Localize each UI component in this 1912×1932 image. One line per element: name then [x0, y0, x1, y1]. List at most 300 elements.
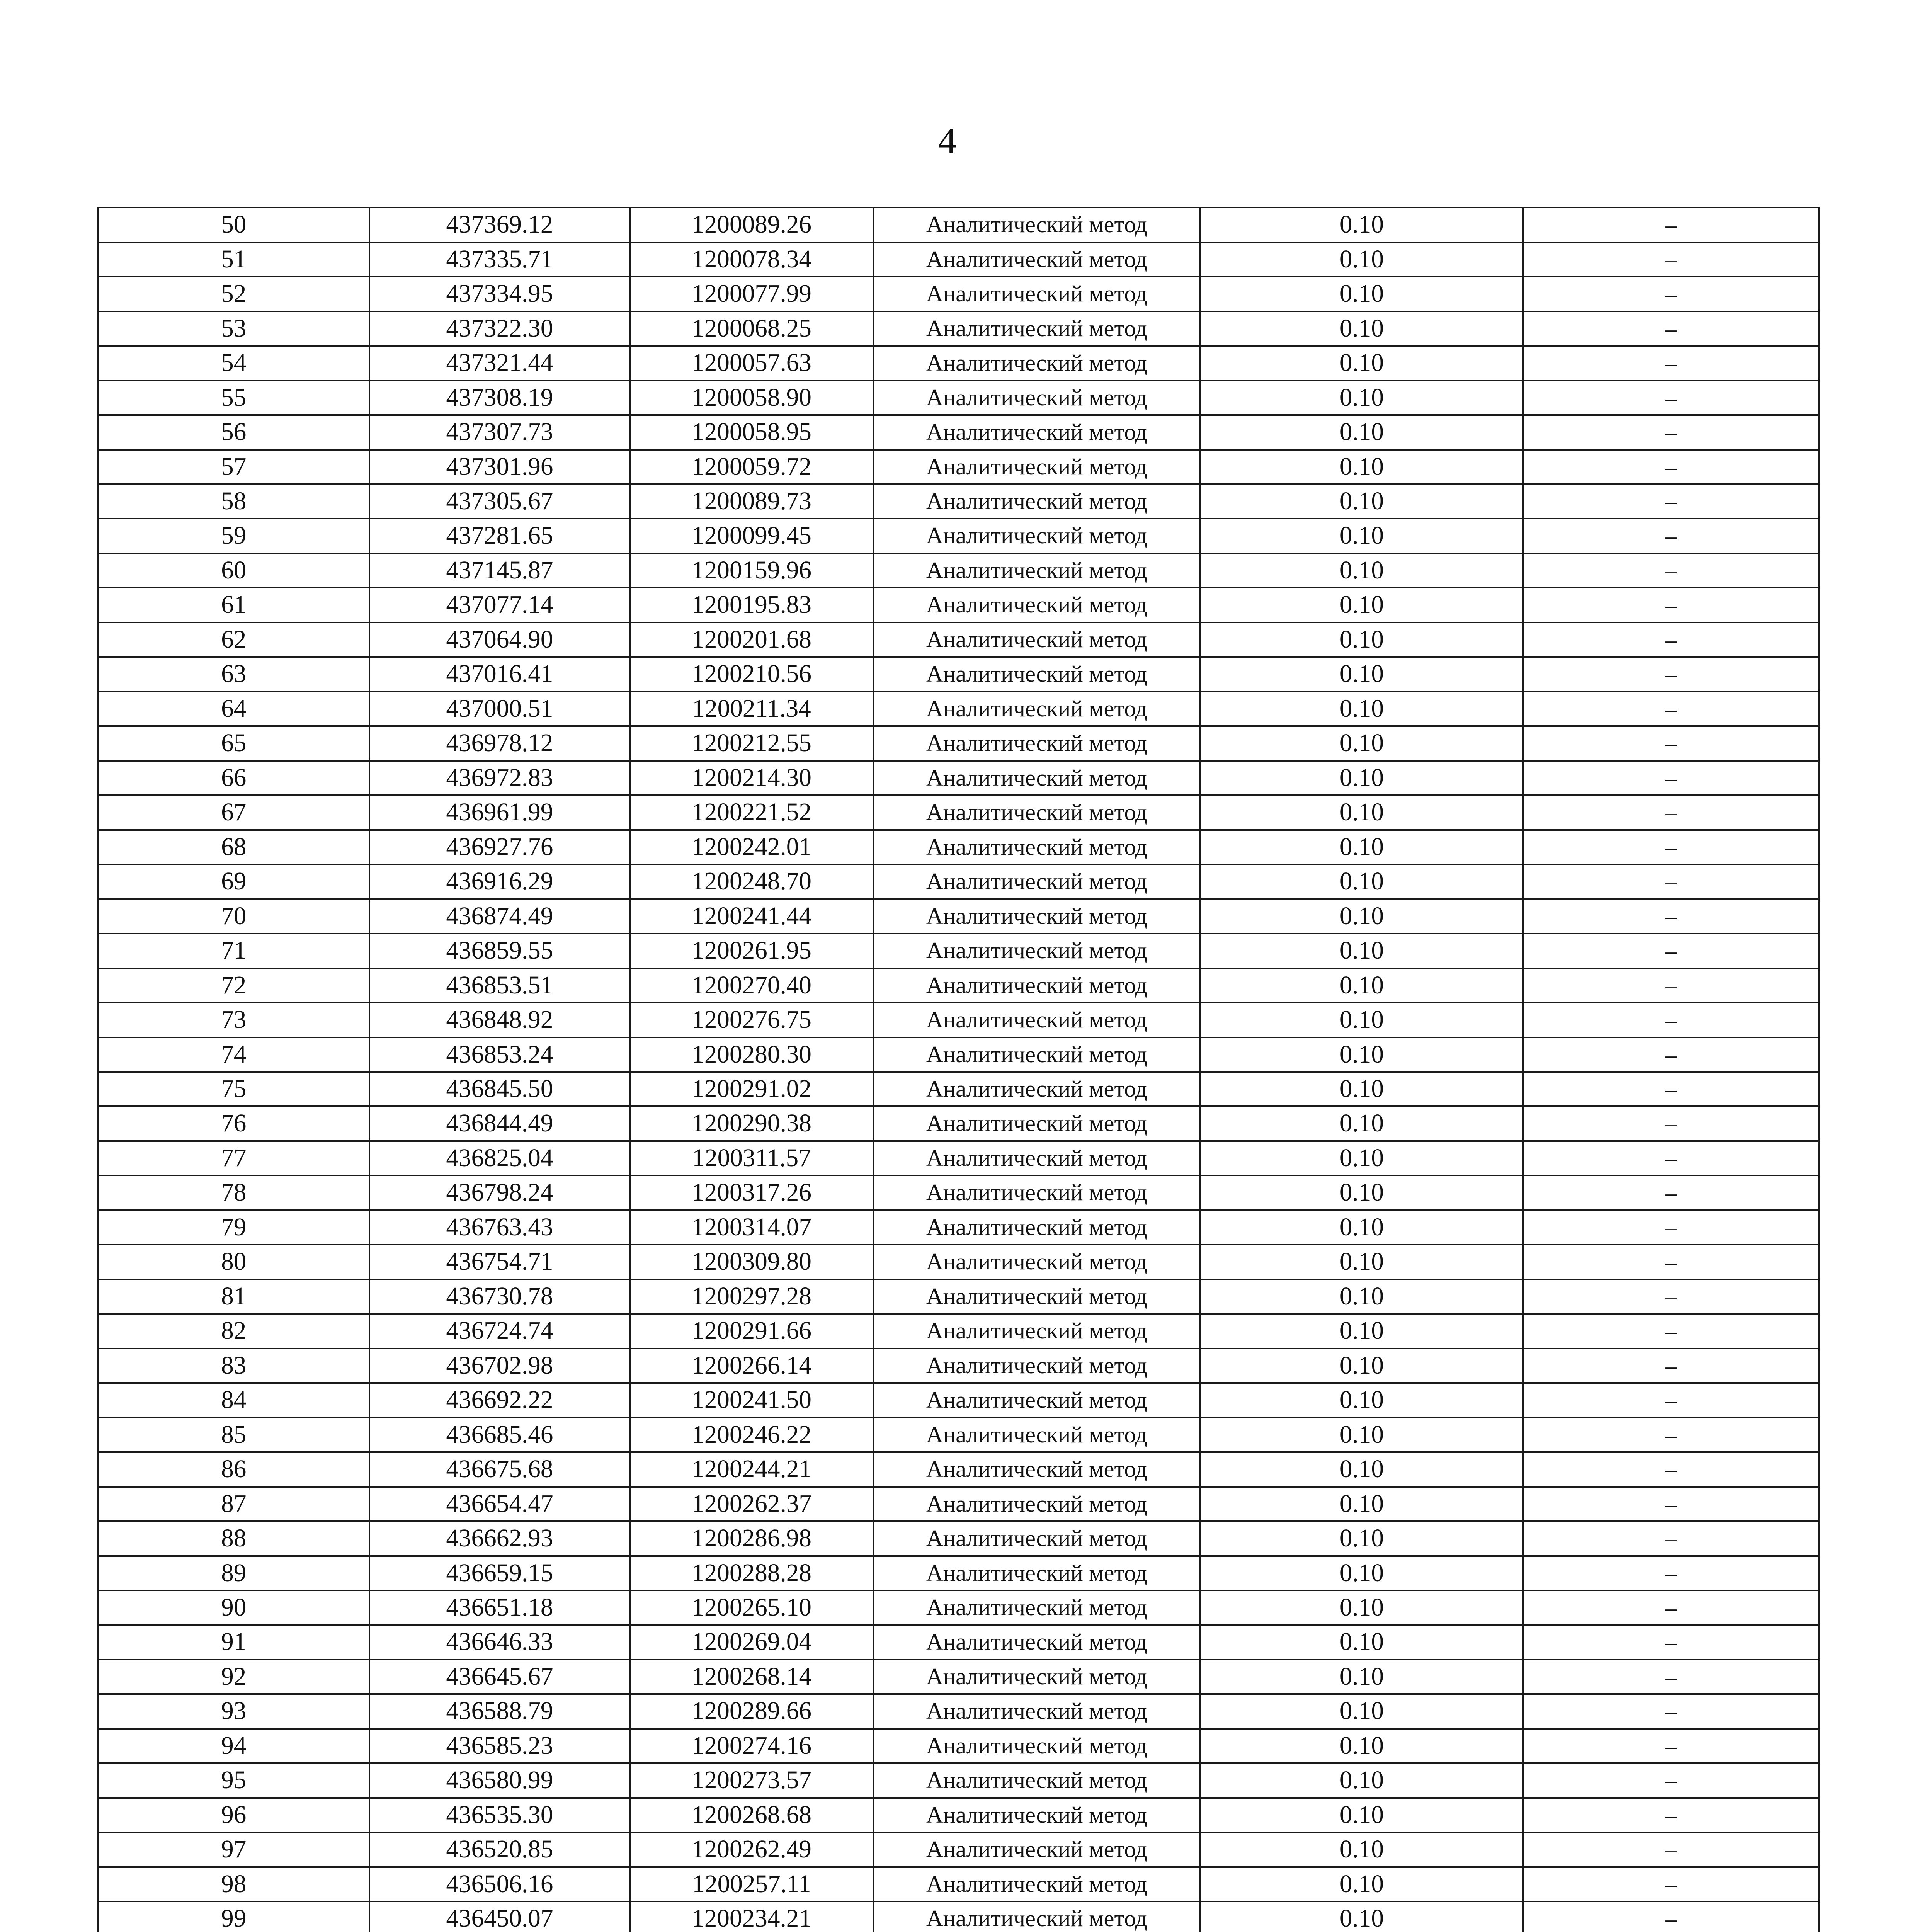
method-cell: Аналитический метод: [873, 415, 1200, 449]
point-number-cell: 56: [98, 415, 369, 449]
y-coordinate-cell: 1200289.66: [630, 1694, 873, 1728]
table-row: [98, 311, 1819, 346]
y-coordinate-cell: 1200241.50: [630, 1383, 873, 1417]
table-row: [98, 1901, 1819, 1932]
table-row: [98, 1798, 1819, 1832]
method-cell: Аналитический метод: [873, 726, 1200, 760]
x-coordinate-cell: 437305.67: [369, 484, 630, 519]
accuracy-cell: 0.10: [1200, 450, 1524, 484]
method-cell: Аналитический метод: [873, 1175, 1200, 1210]
extra-cell: –: [1523, 415, 1819, 449]
x-coordinate-cell: 436588.79: [369, 1694, 630, 1728]
method-cell: Аналитический метод: [873, 277, 1200, 311]
accuracy-cell: 0.10: [1200, 1245, 1524, 1279]
table-row: [98, 242, 1819, 277]
x-coordinate-cell: 436874.49: [369, 899, 630, 934]
table-row: [98, 1660, 1819, 1694]
point-number-cell: 50: [98, 207, 369, 242]
method-cell: Аналитический метод: [873, 1003, 1200, 1037]
extra-cell: –: [1523, 864, 1819, 899]
y-coordinate-cell: 1200068.25: [630, 311, 873, 346]
table-row: [98, 1349, 1819, 1383]
point-number-cell: 55: [98, 381, 369, 415]
method-cell: Аналитический метод: [873, 1418, 1200, 1452]
point-number-cell: 87: [98, 1487, 369, 1521]
point-number-cell: 76: [98, 1106, 369, 1141]
y-coordinate-cell: 1200210.56: [630, 657, 873, 691]
point-number-cell: 65: [98, 726, 369, 760]
point-number-cell: 75: [98, 1072, 369, 1106]
table-row: [98, 346, 1819, 380]
table-row: [98, 795, 1819, 830]
point-number-cell: 73: [98, 1003, 369, 1037]
y-coordinate-cell: 1200280.30: [630, 1037, 873, 1072]
method-cell: Аналитический метод: [873, 1832, 1200, 1867]
method-cell: Аналитический метод: [873, 1590, 1200, 1625]
method-cell: Аналитический метод: [873, 1106, 1200, 1141]
y-coordinate-cell: 1200099.45: [630, 519, 873, 553]
point-number-cell: 90: [98, 1590, 369, 1625]
method-cell: Аналитический метод: [873, 1521, 1200, 1556]
extra-cell: –: [1523, 207, 1819, 242]
method-cell: Аналитический метод: [873, 1245, 1200, 1279]
table-row: [98, 1729, 1819, 1763]
point-number-cell: 96: [98, 1798, 369, 1832]
x-coordinate-cell: 436916.29: [369, 864, 630, 899]
x-coordinate-cell: 436450.07: [369, 1901, 630, 1932]
x-coordinate-cell: 436754.71: [369, 1245, 630, 1279]
x-coordinate-cell: 436692.22: [369, 1383, 630, 1417]
table-row: [98, 277, 1819, 311]
table-row: [98, 692, 1819, 726]
accuracy-cell: 0.10: [1200, 588, 1524, 622]
method-cell: Аналитический метод: [873, 450, 1200, 484]
accuracy-cell: 0.10: [1200, 207, 1524, 242]
accuracy-cell: 0.10: [1200, 968, 1524, 1003]
table-row: [98, 553, 1819, 588]
page-number: 4: [938, 120, 957, 161]
y-coordinate-cell: 1200257.11: [630, 1867, 873, 1901]
accuracy-cell: 0.10: [1200, 415, 1524, 449]
point-number-cell: 64: [98, 692, 369, 726]
accuracy-cell: 0.10: [1200, 1210, 1524, 1245]
table-row: [98, 1418, 1819, 1452]
table-row: [98, 207, 1819, 242]
x-coordinate-cell: 436585.23: [369, 1729, 630, 1763]
y-coordinate-cell: 1200262.49: [630, 1832, 873, 1867]
extra-cell: –: [1523, 1798, 1819, 1832]
table-row: [98, 622, 1819, 657]
table-row: [98, 1003, 1819, 1037]
method-cell: Аналитический метод: [873, 899, 1200, 934]
point-number-cell: 80: [98, 1245, 369, 1279]
y-coordinate-cell: 1200211.34: [630, 692, 873, 726]
table-row: [98, 726, 1819, 760]
table-row: [98, 1590, 1819, 1625]
table-row: [98, 1245, 1819, 1279]
extra-cell: –: [1523, 1210, 1819, 1245]
x-coordinate-cell: 436685.46: [369, 1418, 630, 1452]
method-cell: Аналитический метод: [873, 795, 1200, 830]
method-cell: Аналитический метод: [873, 1383, 1200, 1417]
table-row: [98, 1763, 1819, 1798]
point-number-cell: 61: [98, 588, 369, 622]
method-cell: Аналитический метод: [873, 381, 1200, 415]
point-number-cell: 70: [98, 899, 369, 934]
y-coordinate-cell: 1200276.75: [630, 1003, 873, 1037]
accuracy-cell: 0.10: [1200, 553, 1524, 588]
x-coordinate-cell: 436730.78: [369, 1279, 630, 1314]
extra-cell: –: [1523, 934, 1819, 968]
point-number-cell: 84: [98, 1383, 369, 1417]
accuracy-cell: 0.10: [1200, 1175, 1524, 1210]
x-coordinate-cell: 436972.83: [369, 761, 630, 795]
y-coordinate-cell: 1200234.21: [630, 1901, 873, 1932]
method-cell: Аналитический метод: [873, 242, 1200, 277]
extra-cell: –: [1523, 1694, 1819, 1728]
extra-cell: –: [1523, 1418, 1819, 1452]
accuracy-cell: 0.10: [1200, 1349, 1524, 1383]
extra-cell: –: [1523, 1141, 1819, 1175]
method-cell: Аналитический метод: [873, 1798, 1200, 1832]
accuracy-cell: 0.10: [1200, 1556, 1524, 1590]
point-number-cell: 78: [98, 1175, 369, 1210]
x-coordinate-cell: 436659.15: [369, 1556, 630, 1590]
point-number-cell: 82: [98, 1314, 369, 1348]
y-coordinate-cell: 1200274.16: [630, 1729, 873, 1763]
y-coordinate-cell: 1200159.96: [630, 553, 873, 588]
x-coordinate-cell: 437281.65: [369, 519, 630, 553]
accuracy-cell: 0.10: [1200, 519, 1524, 553]
extra-cell: –: [1523, 346, 1819, 380]
table-row: [98, 1452, 1819, 1486]
point-number-cell: 62: [98, 622, 369, 657]
x-coordinate-cell: 436506.16: [369, 1867, 630, 1901]
table-row: [98, 519, 1819, 553]
table-row: [98, 1694, 1819, 1728]
y-coordinate-cell: 1200058.90: [630, 381, 873, 415]
point-number-cell: 51: [98, 242, 369, 277]
extra-cell: –: [1523, 1175, 1819, 1210]
x-coordinate-cell: 437077.14: [369, 588, 630, 622]
extra-cell: –: [1523, 381, 1819, 415]
y-coordinate-cell: 1200291.02: [630, 1072, 873, 1106]
x-coordinate-cell: 436848.92: [369, 1003, 630, 1037]
point-number-cell: 54: [98, 346, 369, 380]
extra-cell: –: [1523, 553, 1819, 588]
accuracy-cell: 0.10: [1200, 1418, 1524, 1452]
y-coordinate-cell: 1200269.04: [630, 1625, 873, 1659]
y-coordinate-cell: 1200290.38: [630, 1106, 873, 1141]
extra-cell: –: [1523, 1763, 1819, 1798]
method-cell: Аналитический метод: [873, 657, 1200, 691]
table-row: [98, 1521, 1819, 1556]
accuracy-cell: 0.10: [1200, 1383, 1524, 1417]
method-cell: Аналитический метод: [873, 1660, 1200, 1694]
x-coordinate-cell: 436651.18: [369, 1590, 630, 1625]
extra-cell: –: [1523, 1106, 1819, 1141]
y-coordinate-cell: 1200057.63: [630, 346, 873, 380]
accuracy-cell: 0.10: [1200, 484, 1524, 519]
x-coordinate-cell: 437307.73: [369, 415, 630, 449]
point-number-cell: 95: [98, 1763, 369, 1798]
y-coordinate-cell: 1200309.80: [630, 1245, 873, 1279]
extra-cell: –: [1523, 1349, 1819, 1383]
x-coordinate-cell: 436825.04: [369, 1141, 630, 1175]
extra-cell: –: [1523, 1521, 1819, 1556]
method-cell: Аналитический метод: [873, 311, 1200, 346]
point-number-cell: 91: [98, 1625, 369, 1659]
x-coordinate-cell: 436702.98: [369, 1349, 630, 1383]
extra-cell: –: [1523, 242, 1819, 277]
table-row: [98, 1072, 1819, 1106]
method-cell: Аналитический метод: [873, 934, 1200, 968]
accuracy-cell: 0.10: [1200, 1832, 1524, 1867]
y-coordinate-cell: 1200291.66: [630, 1314, 873, 1348]
x-coordinate-cell: 436859.55: [369, 934, 630, 968]
y-coordinate-cell: 1200288.28: [630, 1556, 873, 1590]
x-coordinate-cell: 436844.49: [369, 1106, 630, 1141]
method-cell: Аналитический метод: [873, 588, 1200, 622]
extra-cell: –: [1523, 1279, 1819, 1314]
table-row: [98, 968, 1819, 1003]
point-number-cell: 94: [98, 1729, 369, 1763]
method-cell: Аналитический метод: [873, 1867, 1200, 1901]
y-coordinate-cell: 1200246.22: [630, 1418, 873, 1452]
x-coordinate-cell: 436646.33: [369, 1625, 630, 1659]
extra-cell: –: [1523, 830, 1819, 864]
table-row: [98, 1210, 1819, 1245]
accuracy-cell: 0.10: [1200, 1763, 1524, 1798]
method-cell: Аналитический метод: [873, 968, 1200, 1003]
extra-cell: –: [1523, 761, 1819, 795]
point-number-cell: 97: [98, 1832, 369, 1867]
table-row: [98, 899, 1819, 934]
accuracy-cell: 0.10: [1200, 1452, 1524, 1486]
accuracy-cell: 0.10: [1200, 1072, 1524, 1106]
accuracy-cell: 0.10: [1200, 242, 1524, 277]
x-coordinate-cell: 436853.51: [369, 968, 630, 1003]
method-cell: Аналитический метод: [873, 1279, 1200, 1314]
x-coordinate-cell: 436535.30: [369, 1798, 630, 1832]
point-number-cell: 72: [98, 968, 369, 1003]
point-number-cell: 52: [98, 277, 369, 311]
method-cell: Аналитический метод: [873, 1556, 1200, 1590]
method-cell: Аналитический метод: [873, 622, 1200, 657]
accuracy-cell: 0.10: [1200, 1037, 1524, 1072]
extra-cell: –: [1523, 1832, 1819, 1867]
table-row: [98, 934, 1819, 968]
point-number-cell: 81: [98, 1279, 369, 1314]
extra-cell: –: [1523, 968, 1819, 1003]
point-number-cell: 66: [98, 761, 369, 795]
extra-cell: –: [1523, 519, 1819, 553]
accuracy-cell: 0.10: [1200, 657, 1524, 691]
extra-cell: –: [1523, 1245, 1819, 1279]
y-coordinate-cell: 1200265.10: [630, 1590, 873, 1625]
table-row: [98, 1625, 1819, 1659]
x-coordinate-cell: 436645.67: [369, 1660, 630, 1694]
extra-cell: –: [1523, 1729, 1819, 1763]
y-coordinate-cell: 1200078.34: [630, 242, 873, 277]
method-cell: Аналитический метод: [873, 1694, 1200, 1728]
point-number-cell: 57: [98, 450, 369, 484]
x-coordinate-cell: 437016.41: [369, 657, 630, 691]
table-row: [98, 1037, 1819, 1072]
extra-cell: –: [1523, 657, 1819, 691]
table-row: [98, 588, 1819, 622]
point-number-cell: 58: [98, 484, 369, 519]
accuracy-cell: 0.10: [1200, 1590, 1524, 1625]
extra-cell: –: [1523, 1072, 1819, 1106]
accuracy-cell: 0.10: [1200, 381, 1524, 415]
accuracy-cell: 0.10: [1200, 830, 1524, 864]
accuracy-cell: 0.10: [1200, 311, 1524, 346]
y-coordinate-cell: 1200214.30: [630, 761, 873, 795]
point-number-cell: 63: [98, 657, 369, 691]
extra-cell: –: [1523, 450, 1819, 484]
y-coordinate-cell: 1200268.68: [630, 1798, 873, 1832]
method-cell: Аналитический метод: [873, 519, 1200, 553]
accuracy-cell: 0.10: [1200, 1625, 1524, 1659]
x-coordinate-cell: 436520.85: [369, 1832, 630, 1867]
y-coordinate-cell: 1200195.83: [630, 588, 873, 622]
extra-cell: –: [1523, 726, 1819, 760]
table-row: [98, 657, 1819, 691]
accuracy-cell: 0.10: [1200, 1694, 1524, 1728]
x-coordinate-cell: 436798.24: [369, 1175, 630, 1210]
method-cell: Аналитический метод: [873, 1141, 1200, 1175]
table-row: [98, 1867, 1819, 1901]
point-number-cell: 89: [98, 1556, 369, 1590]
y-coordinate-cell: 1200273.57: [630, 1763, 873, 1798]
point-number-cell: 85: [98, 1418, 369, 1452]
extra-cell: –: [1523, 1660, 1819, 1694]
extra-cell: –: [1523, 1556, 1819, 1590]
table-row: [98, 1175, 1819, 1210]
accuracy-cell: 0.10: [1200, 1867, 1524, 1901]
y-coordinate-cell: 1200248.70: [630, 864, 873, 899]
method-cell: Аналитический метод: [873, 1625, 1200, 1659]
extra-cell: –: [1523, 1037, 1819, 1072]
y-coordinate-cell: 1200262.37: [630, 1487, 873, 1521]
x-coordinate-cell: 437335.71: [369, 242, 630, 277]
table-row: [98, 1832, 1819, 1867]
x-coordinate-cell: 436580.99: [369, 1763, 630, 1798]
method-cell: Аналитический метод: [873, 1349, 1200, 1383]
point-number-cell: 77: [98, 1141, 369, 1175]
method-cell: Аналитический метод: [873, 761, 1200, 795]
extra-cell: –: [1523, 899, 1819, 934]
point-number-cell: 60: [98, 553, 369, 588]
method-cell: Аналитический метод: [873, 864, 1200, 899]
point-number-cell: 69: [98, 864, 369, 899]
table-row: [98, 1279, 1819, 1314]
point-number-cell: 53: [98, 311, 369, 346]
extra-cell: –: [1523, 1625, 1819, 1659]
x-coordinate-cell: 436978.12: [369, 726, 630, 760]
extra-cell: –: [1523, 1314, 1819, 1348]
y-coordinate-cell: 1200212.55: [630, 726, 873, 760]
accuracy-cell: 0.10: [1200, 1660, 1524, 1694]
point-number-cell: 88: [98, 1521, 369, 1556]
x-coordinate-cell: 436853.24: [369, 1037, 630, 1072]
extra-cell: –: [1523, 588, 1819, 622]
accuracy-cell: 0.10: [1200, 1521, 1524, 1556]
point-number-cell: 68: [98, 830, 369, 864]
accuracy-cell: 0.10: [1200, 934, 1524, 968]
y-coordinate-cell: 1200244.21: [630, 1452, 873, 1486]
x-coordinate-cell: 436845.50: [369, 1072, 630, 1106]
accuracy-cell: 0.10: [1200, 1798, 1524, 1832]
x-coordinate-cell: 436961.99: [369, 795, 630, 830]
x-coordinate-cell: 436654.47: [369, 1487, 630, 1521]
accuracy-cell: 0.10: [1200, 1314, 1524, 1348]
y-coordinate-cell: 1200089.73: [630, 484, 873, 519]
table-row: [98, 450, 1819, 484]
extra-cell: –: [1523, 1867, 1819, 1901]
table-row: [98, 830, 1819, 864]
method-cell: Аналитический метод: [873, 1487, 1200, 1521]
table-row: [98, 1556, 1819, 1590]
accuracy-cell: 0.10: [1200, 1003, 1524, 1037]
y-coordinate-cell: 1200268.14: [630, 1660, 873, 1694]
table-row: [98, 1106, 1819, 1141]
table-row: [98, 1141, 1819, 1175]
accuracy-cell: 0.10: [1200, 1487, 1524, 1521]
accuracy-cell: 0.10: [1200, 277, 1524, 311]
extra-cell: –: [1523, 795, 1819, 830]
table-row: [98, 484, 1819, 519]
extra-cell: –: [1523, 692, 1819, 726]
method-cell: Аналитический метод: [873, 1763, 1200, 1798]
y-coordinate-cell: 1200266.14: [630, 1349, 873, 1383]
y-coordinate-cell: 1200242.01: [630, 830, 873, 864]
method-cell: Аналитический метод: [873, 830, 1200, 864]
method-cell: Аналитический метод: [873, 1452, 1200, 1486]
extra-cell: –: [1523, 1383, 1819, 1417]
accuracy-cell: 0.10: [1200, 1729, 1524, 1763]
table-body: [98, 207, 1819, 1932]
extra-cell: –: [1523, 484, 1819, 519]
y-coordinate-cell: 1200059.72: [630, 450, 873, 484]
y-coordinate-cell: 1200270.40: [630, 968, 873, 1003]
extra-cell: –: [1523, 277, 1819, 311]
method-cell: Аналитический метод: [873, 346, 1200, 380]
point-number-cell: 79: [98, 1210, 369, 1245]
point-number-cell: 98: [98, 1867, 369, 1901]
method-cell: Аналитический метод: [873, 1901, 1200, 1932]
point-number-cell: 74: [98, 1037, 369, 1072]
y-coordinate-cell: 1200201.68: [630, 622, 873, 657]
method-cell: Аналитический метод: [873, 692, 1200, 726]
point-number-cell: 86: [98, 1452, 369, 1486]
x-coordinate-cell: 436662.93: [369, 1521, 630, 1556]
y-coordinate-cell: 1200261.95: [630, 934, 873, 968]
extra-cell: –: [1523, 1901, 1819, 1932]
accuracy-cell: 0.10: [1200, 726, 1524, 760]
y-coordinate-cell: 1200297.28: [630, 1279, 873, 1314]
point-number-cell: 93: [98, 1694, 369, 1728]
method-cell: Аналитический метод: [873, 207, 1200, 242]
coordinates-table: [97, 207, 1820, 1932]
y-coordinate-cell: 1200241.44: [630, 899, 873, 934]
x-coordinate-cell: 437334.95: [369, 277, 630, 311]
table-row: [98, 761, 1819, 795]
x-coordinate-cell: 437000.51: [369, 692, 630, 726]
method-cell: Аналитический метод: [873, 1072, 1200, 1106]
point-number-cell: 99: [98, 1901, 369, 1932]
